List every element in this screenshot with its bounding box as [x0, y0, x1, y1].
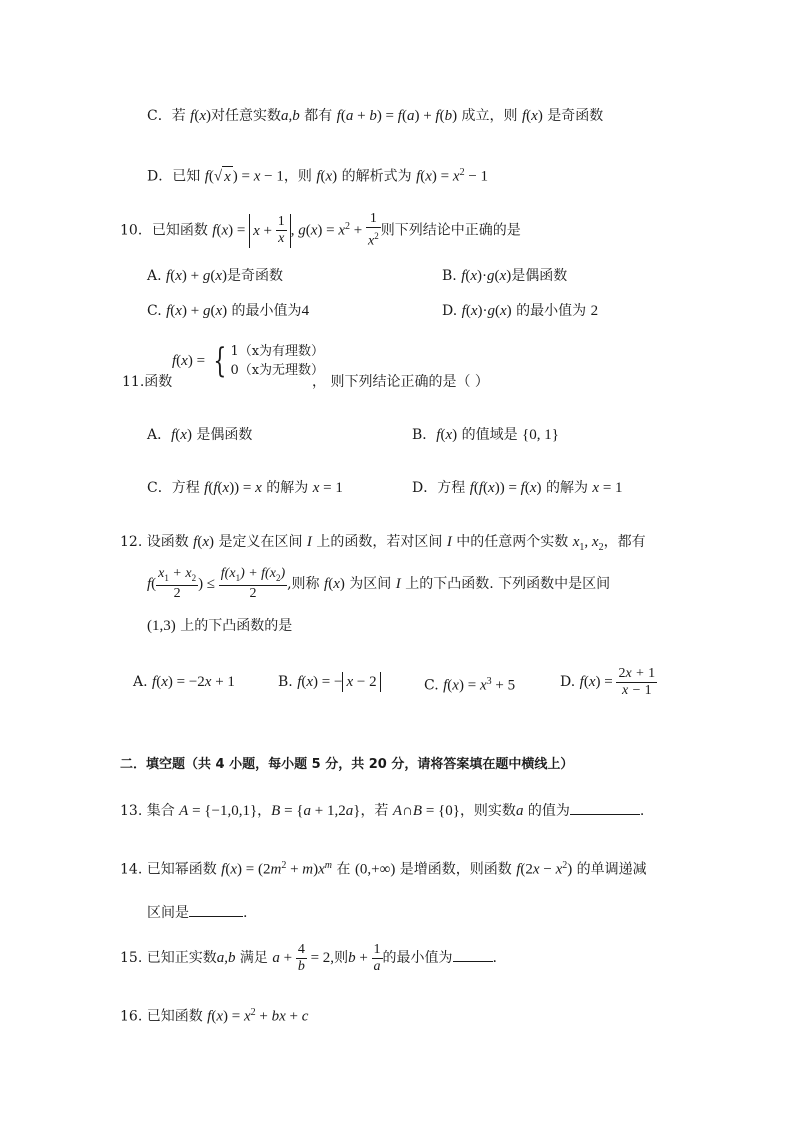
q11-option-d: D．方程 f(f(x)) = f(x) 的解为 x = 1 — [412, 480, 623, 496]
q15: 15. 已知正实数a,b 满足 a + $\frac{4}{b}$ = 2,则b + $\frac{1}{a}$ 的最小值为 . — [120, 941, 497, 974]
q10-option-b: B. f(x)·g(x)是偶函数 — [442, 268, 568, 284]
q11-piecewise: f(x) = { 1（x为有理数） 0（x为无理数） — [172, 341, 325, 381]
q11-option-c: C．方程 f(f(x)) = x 的解为 x = 1 — [147, 480, 343, 496]
q9-option-c: C．若 f(x)对任意实数a,b 都有 f(a + b) = f(a) + f(b) 成立，则 f(x) 是奇函数 — [147, 108, 604, 124]
q12-line-2: f( $\frac{x_1 + x_2}{2}$ ) ≤ $\frac{f(x_1) + f(x_2)}{2}$ ,则称 f(x) 为区间 I 上的下凸函数. 下列函数中是区间 — [147, 565, 611, 602]
q12-line-1: 12. 设函数 f(x) 是定义在区间 I 上的函数，若对区间 I 中的任意两个实数 $x_1$, $x_2$，都有 — [120, 534, 646, 553]
q12-option-c: C. $f(x) = x^3 + 5$ — [424, 676, 516, 694]
q12-line-3: (1,3) 上的下凸函数的是 — [147, 618, 293, 634]
q10-option-a: A. f(x) + g(x)是奇函数 — [147, 268, 283, 284]
q13: 13. 集合 A = {−1,0,1}，B = {a + 1,2a}，若 A∩B = {0}，则实数a 的值为 . — [120, 800, 644, 821]
q12-option-d: D. f(x) = $\frac{2x + 1}{x - 1}$ — [560, 665, 656, 698]
q10-option-d: D. f(x)·g(x) 的最小值为 2 — [442, 303, 599, 319]
q14-line-1: 14. 已知幂函数 $f(x) = (2m^2 + m)x^m$ 在 (0,+∞) 是增函数，则函数 $f(2x - x^2)$ 的单调递减 — [120, 860, 647, 878]
q12-option-b: B. f(x) = − x − 2 — [278, 672, 381, 692]
q10-stem: 10．已知函数 f(x) = x + $\frac{1}{x}$ , $g(x) = x^2$ + $\frac{1}{x^2}$ 则下列结论中正确的是 — [120, 211, 521, 249]
q9-option-d: D．已知 f(√ x ) = x − 1，则 f(x) 的解析式为 $f(x) = x^2 - 1$ — [147, 167, 489, 185]
q12-option-a: A. f(x) = −2x + 1 — [133, 674, 235, 690]
q10-option-c: C. f(x) + g(x) 的最小值为4 — [147, 303, 310, 319]
q11-number: 11.函数 — [122, 374, 173, 390]
q11-stem-suffix: ， 则下列结论正确的是（ ） — [312, 374, 489, 390]
q11-case-2: 0（x为无理数） — [230, 363, 325, 378]
q11-case-1: 1（x为有理数） — [230, 344, 325, 359]
q14-line-2: 区间是 . — [147, 902, 247, 923]
q11-option-a: A．f(x) 是偶函数 — [147, 427, 253, 443]
q11-option-b: B．f(x) 的值域是 {0, 1} — [412, 427, 559, 443]
q16: 16. 已知函数 $f(x) = x^2$ + bx + c — [120, 1007, 309, 1025]
section-2-heading: 二．填空题（共 4 小题，每小题 5 分，共 20 分，请将答案填在题中横线上） — [120, 757, 574, 772]
